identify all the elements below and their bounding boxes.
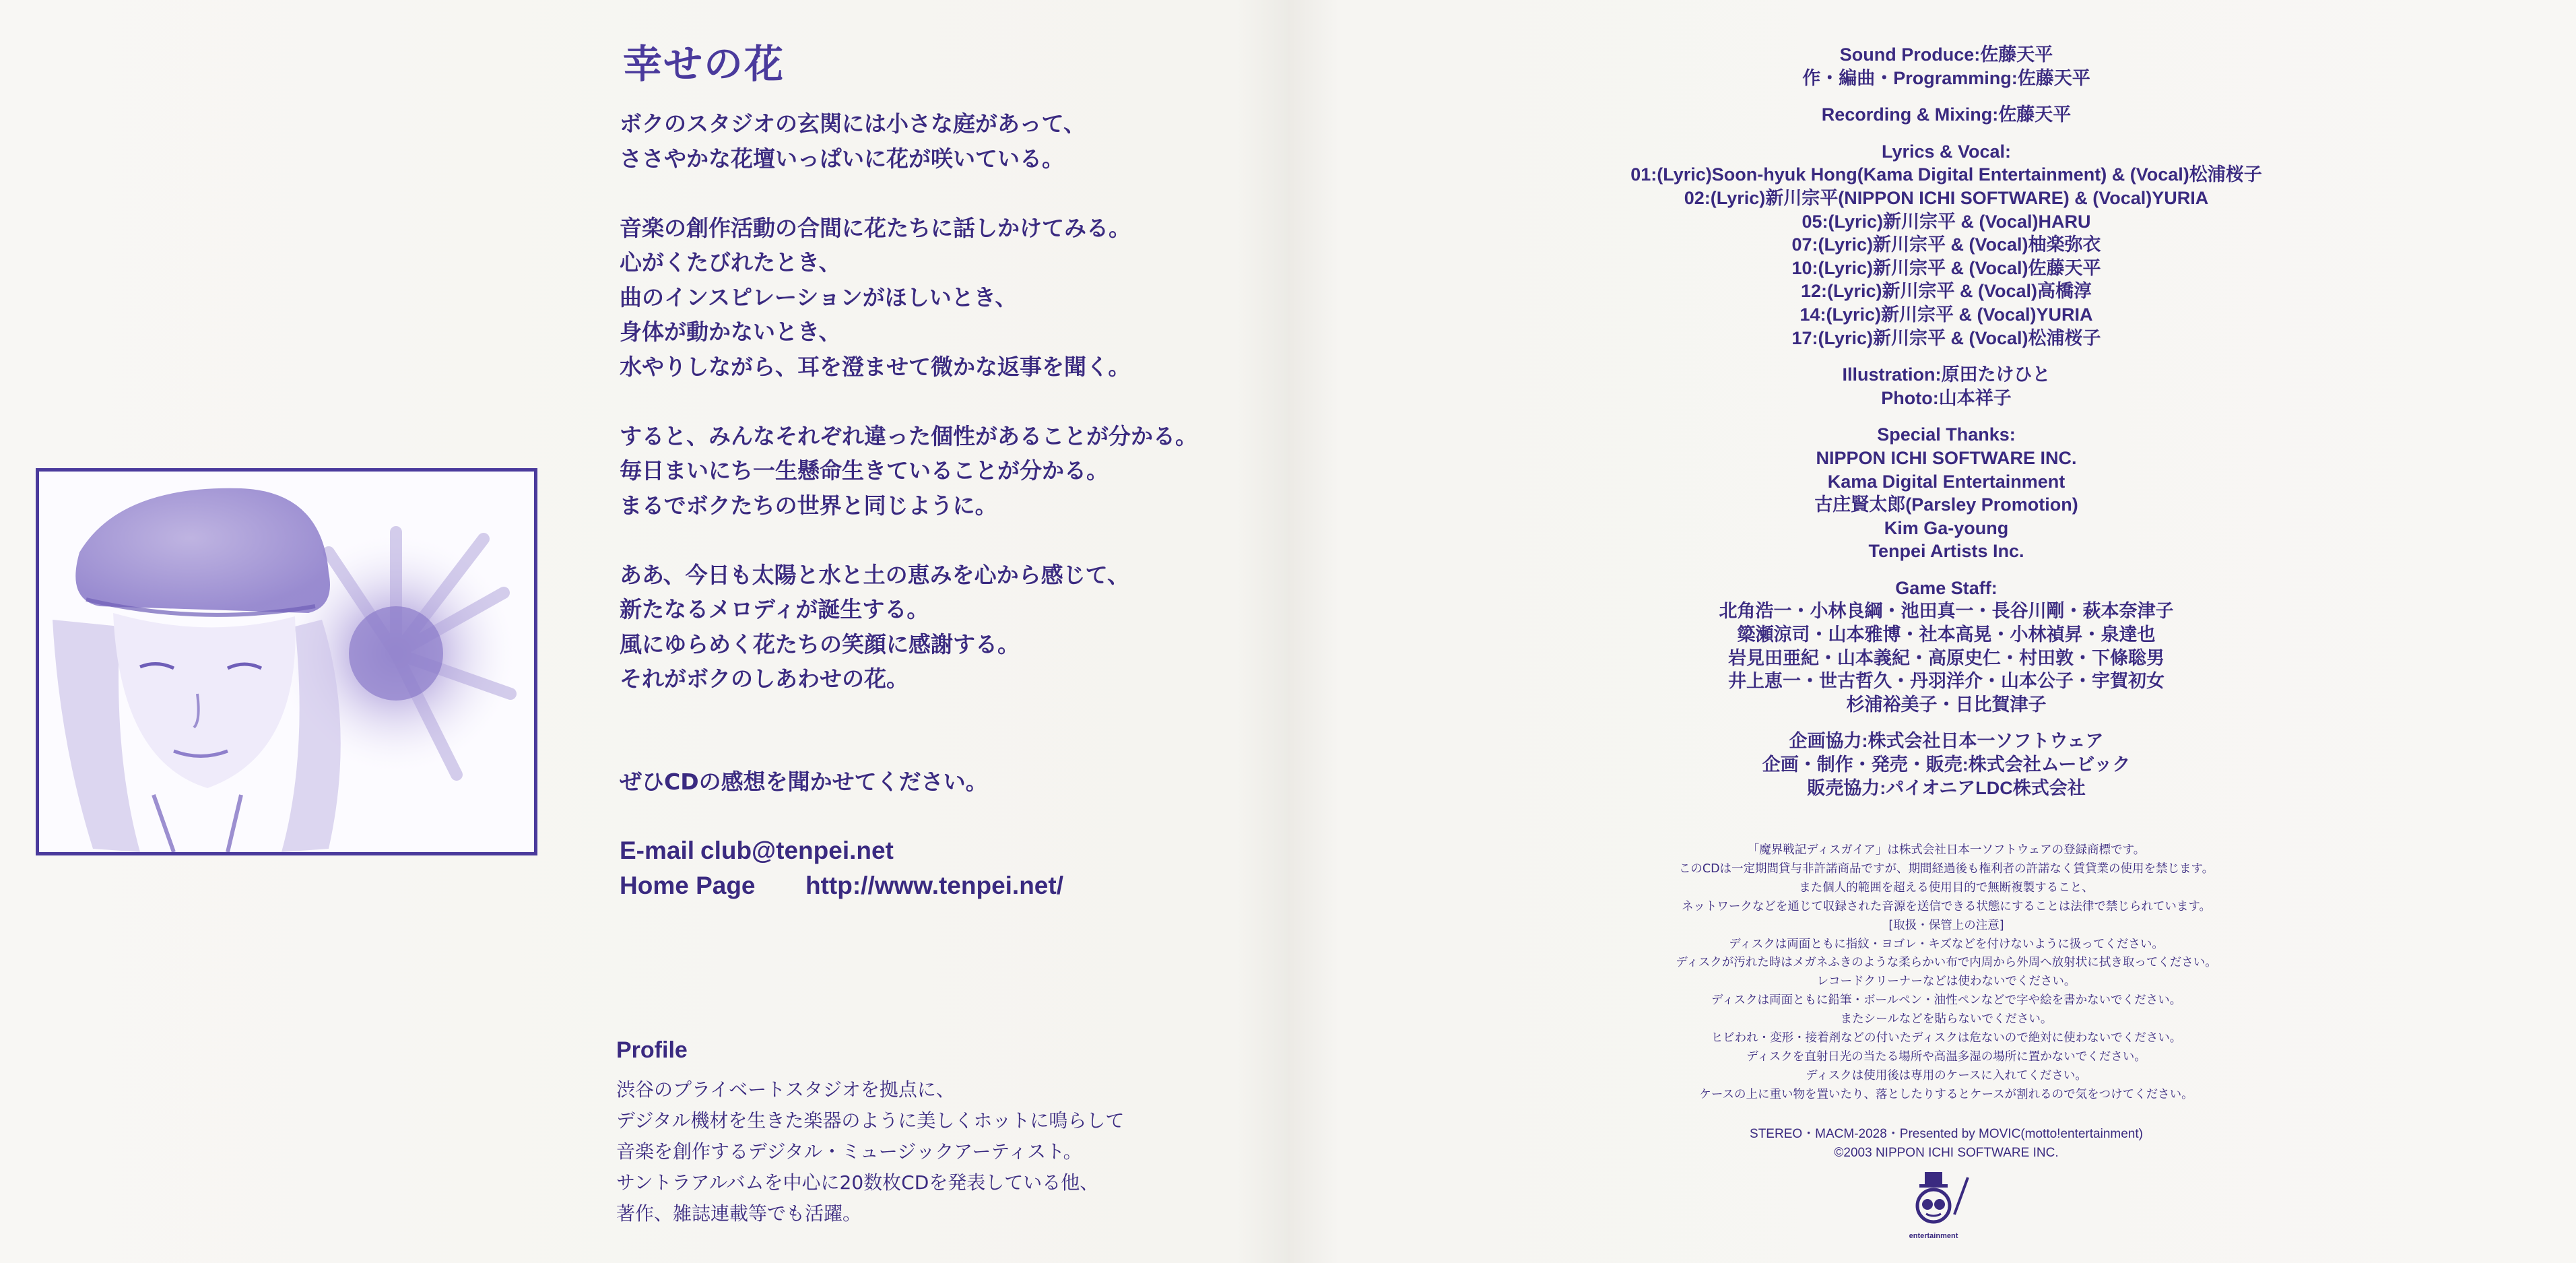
credits [1576, 43, 2317, 800]
profile-line: 音楽を創作するデジタル・ミュージックアーティスト。 [616, 1140, 1082, 1163]
profile-line: サントラアルバムを中心に20数枚CDを発表している他、 [616, 1171, 1099, 1194]
poem-line: それがボクのしあわせの花。 [620, 666, 909, 692]
poem [620, 106, 1293, 697]
credit-line: 簗瀬涼司・山本雅博・社本高晃・小林禎昇・泉達也 [1737, 624, 2156, 645]
credits-spacer [1576, 563, 2317, 577]
footer [1576, 1125, 2317, 1163]
credit-line: 17:(Lyric)新川宗平 & (Vocal)松浦桜子 [1791, 327, 2101, 348]
credit-line: Illustration:原田たけひと [1842, 364, 2051, 385]
legal-line: ネットワークなどを通じて収録された音源を送信できる状態にすることは法律で禁じられています。 [1681, 899, 2212, 913]
profile-text [616, 1074, 1124, 1229]
motto-entertainment-logo [1899, 1171, 1977, 1245]
credit-line: 企画協力:株式会社日本一ソフトウェア [1789, 731, 2104, 752]
credit-line: 05:(Lyric)新川宗平 & (Vocal)HARU [1802, 211, 2091, 232]
credits-spacer [1576, 90, 2317, 103]
credit-line: 07:(Lyric)新川宗平 & (Vocal)柚楽弥衣 [1791, 234, 2101, 255]
homepage-link[interactable]: http://www.tenpei.net/ [805, 872, 1063, 899]
poem-line: まるでボクたちの世界と同じように。 [620, 492, 997, 519]
credit-line: 10:(Lyric)新川宗平 & (Vocal)佐藤天平 [1791, 257, 2101, 278]
poem-line: 新たなるメロディが誕生する。 [620, 596, 929, 622]
poem-line: ささやかな花壇いっぱいに花が咲いている。 [620, 145, 1064, 172]
legal-line: またシールなどを貼らないでください。 [1840, 1012, 2053, 1027]
profile-line: デジタル機材を生きた楽器のように美しくホットに鳴らして [616, 1109, 1125, 1132]
credit-line: 作・編曲・Programming:佐藤天平 [1802, 67, 2090, 88]
poem-line: 毎日まいにち一生懸命生きていることが分かる。 [620, 457, 1109, 484]
poem-line: 心がくたびれたとき、 [620, 249, 841, 276]
credit-line: Kim Ga-young [1884, 517, 2009, 538]
credit-line: Game Staff: [1895, 577, 1997, 598]
catalog-line: STEREO・MACM-2028・Presented by MOVIC(motto!entertainment) [1750, 1127, 2143, 1141]
credit-line: 販売協力:パイオニアLDC株式会社 [1807, 777, 2086, 798]
legal-line: 「魔界戦記ディスガイア」は株式会社日本一ソフトウェアの登録商標です。 [1747, 843, 2146, 857]
credit-line: NIPPON ICHI SOFTWARE INC. [1816, 447, 2077, 468]
logo-text: entertainment [1909, 1232, 1958, 1240]
legal-line: ディスクは使用後は専用のケースに入れてください。 [1806, 1068, 2087, 1082]
poem-line: 音楽の創作活動の合間に花たちに話しかけてみる。 [620, 214, 1131, 241]
credit-line: 01:(Lyric)Soon-hyuk Hong(Kama Digital Entertainment) & (Vocal)松浦桜子 [1630, 164, 2262, 185]
poem-gap [620, 176, 1293, 211]
credits-spacer [1576, 350, 2317, 363]
profile-line: 渋谷のプライベートスタジオを拠点に、 [616, 1078, 955, 1101]
homepage-label: Home Page [620, 872, 756, 899]
credit-line: Special Thanks: [1877, 424, 2016, 445]
copyright-line: ©2003 NIPPON ICHI SOFTWARE INC. [1834, 1146, 2059, 1160]
legal-line: ディスクは両面ともに鉛筆・ボールペン・油性ペンなどで字や絵を書かないでください。 [1711, 994, 2182, 1008]
closing-message: ぜひCDの感想を聞かせてください。 [620, 769, 988, 795]
credit-line: 14:(Lyric)新川宗平 & (Vocal)YURIA [1799, 304, 2093, 325]
legal-line: レコードクリーナーなどは使わないでください。 [1816, 975, 2076, 989]
poem-gap [620, 523, 1293, 558]
artist-photo-image [39, 472, 534, 852]
legal-line: ディスクは両面ともに指紋・ヨゴレ・キズなどを付けないように扱ってください。 [1729, 937, 2164, 951]
credits-spacer [1576, 716, 2317, 730]
credit-line: Kama Digital Entertainment [1827, 471, 2066, 492]
credits-spacer [1576, 127, 2317, 140]
homepage-row [620, 868, 1063, 903]
legal-line: ディスクが汚れた時はメガネふきのような柔らかい布で内周から外周へ放射状に拭き取ってください。 [1676, 956, 2217, 970]
poem-line: 水やりしながら、耳を澄ませて微かな返事を聞く。 [620, 353, 1131, 380]
credit-line: 杉浦裕美子・日比賀津子 [1846, 694, 2047, 715]
credit-line: 12:(Lyric)新川宗平 & (Vocal)高橋淳 [1800, 281, 2092, 302]
credit-line: Recording & Mixing:佐藤天平 [1821, 104, 2072, 125]
credits-spacer [1576, 410, 2317, 423]
credit-line: 古庄賢太郎(Parsley Promotion) [1814, 494, 2078, 515]
legal-line: ケースの上に重い物を置いたり、落としたりするとケースが割れるので気をつけてください。 [1699, 1087, 2193, 1101]
artist-photo [36, 468, 537, 855]
poem-line: 風にゆらめく花たちの笑顔に感謝する。 [620, 630, 1020, 657]
email-row [620, 833, 1063, 868]
poem-gap [620, 384, 1293, 419]
legal-line: このCDは一定期間貸与非許諾商品ですが、期間経過後も権利者の許諾なく賃貸業の使用を禁じます。 [1678, 862, 2214, 876]
credit-line: 企画・制作・発売・販売:株式会社ムービック [1762, 754, 2131, 775]
legal-line: また個人的範囲を超える使用目的で無断複製すること、 [1799, 880, 2094, 895]
credit-line: Photo:山本祥子 [1881, 387, 2012, 408]
email-link[interactable]: club@tenpei.net [700, 837, 894, 864]
contact-info [620, 833, 1063, 903]
profile-heading: Profile [616, 1037, 688, 1063]
profile-line: 著作、雑誌連載等でも活躍。 [616, 1202, 862, 1225]
legal-line: ディスクを直射日光の当たる場所や高温多湿の場所に置かないでください。 [1746, 1049, 2146, 1064]
email-label: E-mail [620, 837, 695, 864]
poem-line: 身体が動かないとき、 [620, 319, 841, 345]
credit-line: Sound Produce:佐藤天平 [1839, 44, 2053, 65]
legal-notice [1576, 841, 2317, 1105]
credit-line: Lyrics & Vocal: [1881, 141, 2012, 162]
credit-line: Tenpei Artists Inc. [1868, 541, 2024, 562]
credit-line: 岩見田亜紀・山本義紀・高原史仁・村田敦・下條聡男 [1728, 647, 2165, 668]
credit-line: 02:(Lyric)新川宗平(NIPPON ICHI SOFTWARE) & (Vocal)YURIA [1684, 187, 2209, 208]
poem-line: ボクのスタジオの玄関には小さな庭があって、 [620, 110, 1086, 137]
page-title: 幸せの花 [623, 41, 785, 87]
poem-line: すると、みんなそれぞれ違った個性があることが分かる。 [620, 422, 1197, 449]
credit-line: 北角浩一・小林良綱・池田真一・長谷川剛・萩本奈津子 [1719, 601, 2174, 622]
legal-line: [取扱・保管上の注意] [1888, 918, 2004, 932]
legal-line: ヒビわれ・変形・接着剤などの付いたディスクは危ないので絶対に使わないでください。 [1711, 1031, 2182, 1045]
credit-line: 井上恵一・世古哲久・丹羽洋介・山本公子・宇賀初女 [1728, 671, 2165, 692]
poem-line: 曲のインスピレーションがほしいとき、 [620, 284, 1018, 311]
poem-line: ああ、今日も太陽と水と土の恵みを心から感じて、 [620, 561, 1130, 588]
